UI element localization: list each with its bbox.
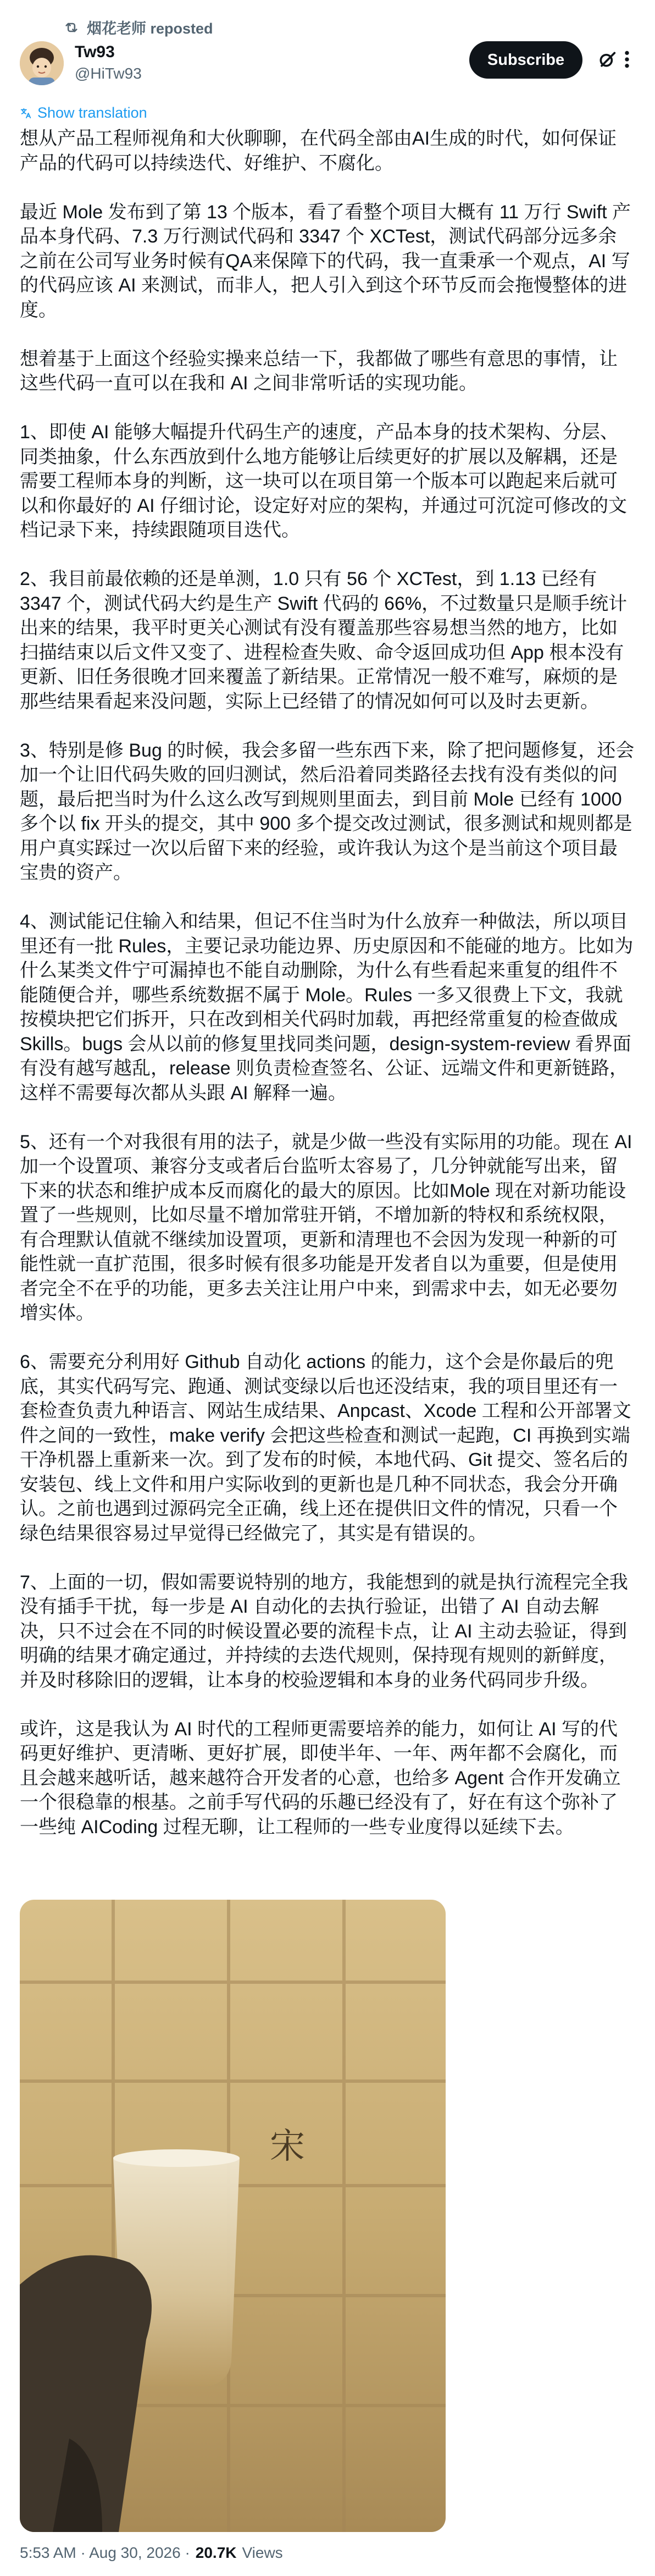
paragraph: 7、上面的一切，假如需要说特别的地方，我能想到的就是执行流程完全我没有插手干扰，每一步是 AI 自动化的去执行验证，出错了 AI 自动去解决，只不过会在不同的时候设置必要的流程卡点，让 AI 主动去验证，得到明确的结果才确定通过，并持续的去迭代规则，保持现有规则的新鲜度，并及时移除旧的逻辑，让本身的校验逻辑和本身的业务代码同步升级。 — [20, 1571, 628, 1691]
paragraph: 3、特别是修 Bug 的时候，我会多留一些东西下来，除了把问题修复，还会加一个让旧代码失败的回归测试，然后沿着同类路径去找有没有类似的问题，最后把当时为什么这么改写到规则里面去，到目前 Mole 已经有 1000 多个以 fix 开头的提交，其中 900 多个提交改过测试，很多测试和规则都是用户真实踩过一次以后留下来的经验，或许我认为这个是当前这个项目最宝贵的资产。 — [20, 740, 635, 883]
show-translation-link[interactable] — [20, 104, 147, 122]
timestamp[interactable]: 5:53 AM · Aug 30, 2026 · — [20, 2544, 190, 2561]
repost-icon — [64, 20, 79, 35]
repost-text: 烟花老师 reposted — [87, 20, 213, 37]
display-name[interactable]: Tw93 — [75, 43, 115, 61]
tweet-meta — [20, 2544, 283, 2562]
show-translation-label: Show translation — [37, 104, 147, 121]
avatar[interactable] — [20, 41, 64, 85]
sign-text: 宋 — [270, 2126, 305, 2167]
more-icon[interactable] — [619, 48, 635, 70]
paragraph: 6、需要充分利用好 Github 自动化 actions 的能力，这个会是你最后的兜底，其实代码写完、跑通、测试变绿以后也还没结束，我的项目里还有一套检查负责九种语言、网站生成结果、Anpcast、Xcode 工程和公开部署文件之间的一致性，make verify 会把这些检查和测试一起跑，CI 再换到实端干净机器上重新来一次。到了发布的时候，本地代码、Git 提交、签名后的安装包、线上文件和用户实际收到的更新也是几种不同状态，我会分开确认。之前也遇到过源码完全正确，线上还在提供旧文件的情况，只看一个绿色结果很容易过早觉得已经做完了，其实是有错误的。 — [20, 1352, 631, 1544]
paragraph: 2、我目前最依赖的还是单测，1.0 只有 56 个 XCTest，到 1.13 已经有 3347 个，测试代码大约是生产 Swift 代码的 66%，不过数量只是顺手统计出来的结果，我平时更关心测试有没有覆盖那些容易想当然的地方，比如扫描结束以后文件又变了、进程检查失败、命令返回成功但 App 根本没有更新、旧任务很晚才回来覆盖了新结果。正常情况一般不难写，麻烦的是那些结果看起来没问题，实际上已经错了的情况如何可以及时去更新。 — [20, 569, 628, 712]
views-count: 20.7K — [195, 2544, 237, 2561]
tweet-photo[interactable] — [20, 1900, 446, 2532]
paragraph: 1、即使 AI 能够大幅提升代码生产的速度，产品本身的技术架构、分层、同类抽象，什么东西放到什么地方能够让后续更好的扩展以及解耦，还是需要工程师本身的判断，这一块可以在项目第一个版本可以跑起来后就可以和你最好的 AI 仔细讨论，设定好对应的架构，并通过可沉淀可修改的文档记录下来，持续跟随项目迭代。 — [20, 422, 628, 540]
repost-indicator[interactable] — [64, 16, 213, 38]
paragraph: 想着基于上面这个经验实操来总结一下，我都做了哪些有意思的事情，让这些代码一直可以在我和 AI 之间非常听话的实现功能。 — [20, 348, 618, 394]
grok-icon[interactable] — [596, 48, 618, 70]
paragraph: 4、测试能记住输入和结果，但记不住当时为什么放弃一种做法，所以项目里还有一批 Rules，主要记录功能边界、历史原因和不能碰的地方。比如为什么某类文件宁可漏掉也不能自动删除，为什么有些看起来重复的组件不能随便合并，哪些系统数据不属于 Mole。Rules 一多又很费上下文，我就按模块把它们拆开，只在改到相关代码时加载，再把经常重复的检查做成 Skills。bugs 会从以前的修复里找同类问题，design-system-review 看界面有没有越写越乱，release 则负责检查签名、公证、远端文件和更新链路，这样不需要每次都从头跟 AI 解释一遍。 — [20, 911, 634, 1104]
user-handle[interactable]: @HiTw93 — [75, 65, 142, 82]
views-label: Views — [242, 2544, 283, 2561]
paragraph: 或许，这是我认为 AI 时代的工程师更需要培养的能力，如何让 AI 写的代码更好维护、更清晰、更好扩展，即使半年、一年、两年都不会腐化，而且会越来越听话，越来越符合开发者的心意，也给多 Agent 合作开发确立一个很稳靠的根基。之前手写代码的乐趣已经没有了，好在有这个弥补了一些纯 AICoding 过程无聊，让工程师的一些专业度得以延续下去。 — [20, 1718, 621, 1838]
paragraph: 最近 Mole 发布到了第 13 个版本，看了看整个项目大概有 11 万行 Swift 产品本身代码、7.3 万行测试代码和 3347 个 XCTest，测试代码部分远多余之前在公司写业务时候有QA来保障下的代码，我一直秉承一个观点，AI 写的代码应该 AI 来测试，而非人，把人引入到这个环节反而会拖慢整体的进度。 — [20, 201, 631, 321]
paragraph: 5、还有一个对我很有用的法子，就是少做一些没有实际用的功能。现在 AI 加一个设置项、兼容分支或者后台监听太容易了，几分钟就能写出来，留下来的状态和维护成本反而腐化的最大的原因。比如Mole 现在对新功能设置了一些规则，比如尽量不增加常驻开销，不增加新的特权和系统权限，有合理默认值就不继续加设置项，更新和清理也不会因为发现一种新的可能性就一直扩范围，很多时候有很多功能是开发者自以为重要，但是使用者完全不在乎的功能，更多去关注让用户中来，到需求中去，如无必要勿增实体。 — [20, 1131, 632, 1323]
paragraph: 想从产品工程师视角和大伙聊聊，在代码全部由AI生成的时代，如何保证产品的代码可以持续迭代、好维护、不腐化。 — [20, 128, 617, 174]
tweet-text — [20, 126, 635, 1839]
translate-icon — [20, 107, 32, 119]
subscribe-button[interactable]: Subscribe — [469, 41, 582, 79]
